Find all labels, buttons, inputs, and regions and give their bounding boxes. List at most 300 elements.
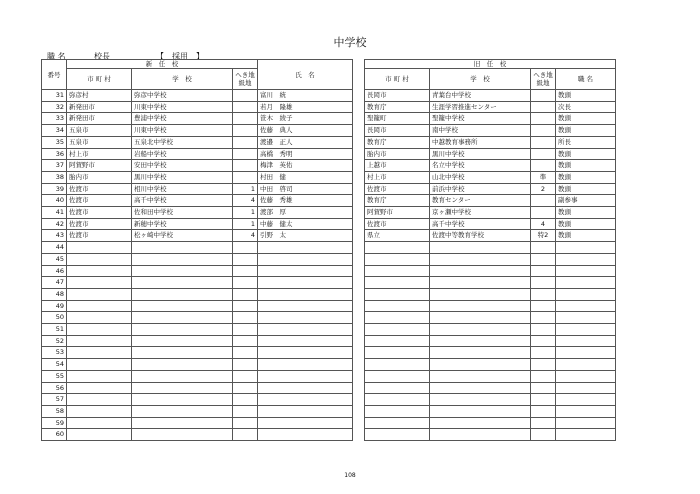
old-municipality: 村上市 [365, 171, 430, 183]
new-remote-grade: 1 [233, 207, 258, 219]
column-gap [353, 195, 365, 207]
old-remote-grade [531, 288, 556, 300]
row-number: 37 [42, 160, 67, 172]
old-municipality: 阿賀野市 [365, 207, 430, 219]
old-municipality: 佐渡市 [365, 183, 430, 195]
old-municipality [365, 265, 430, 277]
column-gap [353, 300, 365, 312]
old-remote-grade: 特2 [531, 230, 556, 242]
teacher-name: 引野 太 [258, 230, 353, 242]
old-school [430, 277, 531, 289]
old-remote-grade [531, 405, 556, 417]
header-old-school-name: 学 校 [430, 69, 531, 90]
new-remote-grade [233, 405, 258, 417]
old-school [430, 429, 531, 441]
position [556, 288, 616, 300]
old-school [430, 347, 531, 359]
new-remote-grade [233, 335, 258, 347]
new-municipality: 佐渡市 [67, 183, 132, 195]
column-gap [353, 60, 365, 90]
table-row [42, 288, 616, 300]
new-municipality [67, 417, 132, 429]
row-number: 33 [42, 113, 67, 125]
position [556, 382, 616, 394]
teacher-name [258, 394, 353, 406]
old-remote-grade [531, 242, 556, 254]
teacher-name: 中藤 健太 [258, 218, 353, 230]
page-number: 108 [344, 472, 356, 479]
new-school: 松ヶ崎中学校 [132, 230, 233, 242]
row-number: 45 [42, 253, 67, 265]
old-municipality: 教育庁 [365, 101, 430, 113]
table-row [42, 312, 616, 324]
new-municipality: 阿賀野市 [67, 160, 132, 172]
column-gap [353, 347, 365, 359]
old-remote-grade [531, 417, 556, 429]
column-gap [353, 136, 365, 148]
new-remote-grade: 4 [233, 195, 258, 207]
old-school [430, 312, 531, 324]
position: 次長 [556, 101, 616, 113]
table-row [42, 218, 616, 230]
old-municipality: 聖籠町 [365, 113, 430, 125]
old-municipality [365, 324, 430, 336]
position-value: 校長 [94, 52, 110, 61]
old-municipality [365, 312, 430, 324]
column-gap [353, 160, 365, 172]
new-municipality [67, 394, 132, 406]
old-municipality [365, 417, 430, 429]
new-school [132, 359, 233, 371]
old-school [430, 394, 531, 406]
old-school: 名立中学校 [430, 160, 531, 172]
old-school: 生涯学習推進センター [430, 101, 531, 113]
new-municipality: 新発田市 [67, 101, 132, 113]
old-school [430, 288, 531, 300]
old-remote-grade [531, 207, 556, 219]
old-remote-grade [531, 347, 556, 359]
table-row [42, 160, 616, 172]
new-school [132, 429, 233, 441]
old-school [430, 265, 531, 277]
teacher-name [258, 277, 353, 289]
old-remote-grade [531, 277, 556, 289]
table-row [42, 101, 616, 113]
column-gap [353, 429, 365, 441]
new-municipality [67, 405, 132, 417]
position: 教頭 [556, 148, 616, 160]
old-remote-grade [531, 125, 556, 137]
teacher-name [258, 417, 353, 429]
row-number: 32 [42, 101, 67, 113]
table-row [42, 277, 616, 289]
column-gap [353, 253, 365, 265]
position: 教頭 [556, 218, 616, 230]
old-remote-grade [531, 90, 556, 102]
column-gap [353, 148, 365, 160]
column-gap [353, 312, 365, 324]
new-school [132, 347, 233, 359]
new-municipality [67, 429, 132, 441]
row-number: 50 [42, 312, 67, 324]
new-school [132, 253, 233, 265]
old-remote-grade [531, 265, 556, 277]
row-number: 54 [42, 359, 67, 371]
teacher-name [258, 382, 353, 394]
old-municipality [365, 253, 430, 265]
position: 教頭 [556, 171, 616, 183]
position [556, 300, 616, 312]
row-number: 44 [42, 242, 67, 254]
position [556, 417, 616, 429]
table-row [42, 370, 616, 382]
new-remote-grade [233, 265, 258, 277]
new-remote-grade [233, 171, 258, 183]
old-remote-grade [531, 370, 556, 382]
column-gap [353, 370, 365, 382]
new-municipality [67, 253, 132, 265]
old-school: 南中学校 [430, 125, 531, 137]
new-municipality [67, 335, 132, 347]
table-row [42, 335, 616, 347]
table-row [42, 148, 616, 160]
position [556, 324, 616, 336]
row-number: 55 [42, 370, 67, 382]
old-remote-grade: 2 [531, 183, 556, 195]
new-remote-grade [233, 90, 258, 102]
new-municipality [67, 382, 132, 394]
old-municipality [365, 382, 430, 394]
row-number: 41 [42, 207, 67, 219]
teacher-name: 佐藤 典人 [258, 125, 353, 137]
row-number: 35 [42, 136, 67, 148]
old-remote-grade: 4 [531, 218, 556, 230]
old-remote-grade: 準 [531, 171, 556, 183]
old-school: 聖籠中学校 [430, 113, 531, 125]
teacher-name: 若月 隆雄 [258, 101, 353, 113]
new-remote-grade [233, 394, 258, 406]
new-municipality: 佐渡市 [67, 218, 132, 230]
old-school: 山北中学校 [430, 171, 531, 183]
row-number: 40 [42, 195, 67, 207]
teacher-name: 渡部 厚 [258, 207, 353, 219]
old-school: 高千中学校 [430, 218, 531, 230]
old-school: 青葉台中学校 [430, 90, 531, 102]
new-remote-grade [233, 136, 258, 148]
table-row [42, 347, 616, 359]
old-municipality [365, 370, 430, 382]
old-municipality [365, 405, 430, 417]
header-new-school-name: 学 校 [132, 69, 233, 90]
position [556, 405, 616, 417]
table-row [42, 195, 616, 207]
old-school [430, 405, 531, 417]
personnel-table [41, 59, 616, 441]
old-remote-grade [531, 253, 556, 265]
new-remote-grade [233, 324, 258, 336]
teacher-name: 佐藤 秀雄 [258, 195, 353, 207]
column-gap [353, 405, 365, 417]
table-row [42, 324, 616, 336]
teacher-name [258, 265, 353, 277]
row-number: 31 [42, 90, 67, 102]
new-remote-grade: 1 [233, 218, 258, 230]
new-municipality: 佐渡市 [67, 195, 132, 207]
new-school [132, 405, 233, 417]
teacher-name [258, 405, 353, 417]
new-municipality [67, 300, 132, 312]
new-school [132, 335, 233, 347]
old-municipality [365, 277, 430, 289]
teacher-name: 渡邉 正人 [258, 136, 353, 148]
old-municipality [365, 394, 430, 406]
new-school [132, 394, 233, 406]
new-school: 安田中学校 [132, 160, 233, 172]
old-remote-grade [531, 324, 556, 336]
old-municipality: 長岡市 [365, 90, 430, 102]
column-gap [353, 394, 365, 406]
new-remote-grade [233, 288, 258, 300]
old-school [430, 324, 531, 336]
teacher-name: 村田 健 [258, 171, 353, 183]
new-remote-grade [233, 242, 258, 254]
column-gap [353, 183, 365, 195]
row-number: 34 [42, 125, 67, 137]
new-school [132, 300, 233, 312]
new-remote-grade [233, 253, 258, 265]
new-remote-grade [233, 429, 258, 441]
table-row [42, 171, 616, 183]
column-gap [353, 382, 365, 394]
new-municipality [67, 242, 132, 254]
old-remote-grade [531, 300, 556, 312]
table-row [42, 230, 616, 242]
new-school: 佐和田中学校 [132, 207, 233, 219]
table-row [42, 90, 616, 102]
new-municipality [67, 347, 132, 359]
position [556, 265, 616, 277]
header-new-school: 新 任 校 [67, 60, 258, 69]
old-school [430, 300, 531, 312]
row-number: 42 [42, 218, 67, 230]
new-school: 五泉北中学校 [132, 136, 233, 148]
old-school: 京ヶ瀬中学校 [430, 207, 531, 219]
old-municipality: 教育庁 [365, 136, 430, 148]
header-number: 番号 [42, 60, 67, 90]
teacher-name [258, 370, 353, 382]
new-school [132, 242, 233, 254]
row-number: 53 [42, 347, 67, 359]
new-remote-grade [233, 277, 258, 289]
new-school: 高千中学校 [132, 195, 233, 207]
teacher-name [258, 347, 353, 359]
position: 教頭 [556, 207, 616, 219]
teacher-name [258, 253, 353, 265]
row-number: 52 [42, 335, 67, 347]
row-number: 43 [42, 230, 67, 242]
header-position: 職 名 [556, 69, 616, 90]
table-row [42, 405, 616, 417]
header-old-municipality: 市 町 村 [365, 69, 430, 90]
position [556, 277, 616, 289]
new-school [132, 417, 233, 429]
teacher-name [258, 335, 353, 347]
new-remote-grade [233, 300, 258, 312]
table-row [42, 125, 616, 137]
position [556, 429, 616, 441]
teacher-name: 高橋 秀明 [258, 148, 353, 160]
column-gap [353, 90, 365, 102]
position-label: 職 名 [47, 52, 66, 61]
new-school: 相川中学校 [132, 183, 233, 195]
table-row [42, 265, 616, 277]
old-municipality: 県立 [365, 230, 430, 242]
position [556, 312, 616, 324]
new-school: 豊浦中学校 [132, 113, 233, 125]
position: 教頭 [556, 113, 616, 125]
teacher-name [258, 312, 353, 324]
header-new-municipality: 市 町 村 [67, 69, 132, 90]
new-municipality: 五泉市 [67, 125, 132, 137]
row-number: 39 [42, 183, 67, 195]
new-school [132, 370, 233, 382]
column-gap [353, 359, 365, 371]
row-number: 51 [42, 324, 67, 336]
teacher-name: 梅津 英佑 [258, 160, 353, 172]
new-school [132, 312, 233, 324]
position: 教頭 [556, 160, 616, 172]
old-municipality [365, 242, 430, 254]
column-gap [353, 417, 365, 429]
old-school [430, 242, 531, 254]
old-remote-grade [531, 394, 556, 406]
row-number: 49 [42, 300, 67, 312]
column-gap [353, 218, 365, 230]
position: 所長 [556, 136, 616, 148]
appointment-type: 【 採用 】 [156, 52, 204, 61]
old-remote-grade [531, 136, 556, 148]
table-row [42, 136, 616, 148]
row-number: 59 [42, 417, 67, 429]
table-row [42, 359, 616, 371]
position [556, 253, 616, 265]
teacher-name [258, 288, 353, 300]
old-municipality: 上越市 [365, 160, 430, 172]
teacher-name [258, 300, 353, 312]
old-remote-grade [531, 335, 556, 347]
teacher-name [258, 242, 353, 254]
teacher-name: 中田 啓司 [258, 183, 353, 195]
column-gap [353, 277, 365, 289]
header-old-remote: へき地級地 [531, 69, 556, 90]
new-school [132, 265, 233, 277]
new-school [132, 288, 233, 300]
old-remote-grade [531, 429, 556, 441]
row-number: 46 [42, 265, 67, 277]
column-gap [353, 288, 365, 300]
table-row [42, 394, 616, 406]
new-municipality: 新発田市 [67, 113, 132, 125]
old-school [430, 335, 531, 347]
old-school [430, 382, 531, 394]
new-remote-grade [233, 347, 258, 359]
old-municipality [365, 429, 430, 441]
old-remote-grade [531, 113, 556, 125]
teacher-name [258, 324, 353, 336]
column-gap [353, 242, 365, 254]
page-title: 中学校 [333, 36, 367, 49]
old-remote-grade [531, 359, 556, 371]
new-remote-grade [233, 160, 258, 172]
old-municipality [365, 288, 430, 300]
position: 教頭 [556, 125, 616, 137]
old-remote-grade [531, 148, 556, 160]
new-municipality: 佐渡市 [67, 230, 132, 242]
old-school: 佐渡中等教育学校 [430, 230, 531, 242]
header-old-school: 旧 任 校 [365, 60, 616, 69]
position [556, 394, 616, 406]
position: 副参事 [556, 195, 616, 207]
new-remote-grade [233, 148, 258, 160]
old-municipality [365, 347, 430, 359]
new-school [132, 277, 233, 289]
header-name: 氏 名 [258, 60, 353, 90]
column-gap [353, 335, 365, 347]
table-row [42, 113, 616, 125]
column-gap [353, 171, 365, 183]
new-municipality: 村上市 [67, 148, 132, 160]
position [556, 335, 616, 347]
row-number: 47 [42, 277, 67, 289]
new-municipality [67, 265, 132, 277]
row-number: 56 [42, 382, 67, 394]
table-row [42, 417, 616, 429]
new-remote-grade: 4 [233, 230, 258, 242]
column-gap [353, 230, 365, 242]
old-municipality: 胎内市 [365, 148, 430, 160]
old-municipality [365, 359, 430, 371]
row-number: 38 [42, 171, 67, 183]
old-municipality: 長岡市 [365, 125, 430, 137]
old-municipality: 佐渡市 [365, 218, 430, 230]
table-row [42, 242, 616, 254]
teacher-name [258, 429, 353, 441]
position [556, 242, 616, 254]
column-gap [353, 113, 365, 125]
new-remote-grade [233, 370, 258, 382]
new-school [132, 382, 233, 394]
new-municipality [67, 370, 132, 382]
old-remote-grade [531, 160, 556, 172]
teacher-name [258, 359, 353, 371]
column-gap [353, 265, 365, 277]
old-remote-grade [531, 312, 556, 324]
new-municipality [67, 359, 132, 371]
new-municipality: 佐渡市 [67, 207, 132, 219]
table-row [42, 300, 616, 312]
old-school [430, 253, 531, 265]
new-remote-grade: 1 [233, 183, 258, 195]
new-municipality [67, 324, 132, 336]
row-number: 36 [42, 148, 67, 160]
new-school: 新穂中学校 [132, 218, 233, 230]
old-municipality: 教育庁 [365, 195, 430, 207]
new-municipality: 五泉市 [67, 136, 132, 148]
position [556, 370, 616, 382]
teacher-name: 富川 統 [258, 90, 353, 102]
old-municipality [365, 335, 430, 347]
new-municipality [67, 288, 132, 300]
